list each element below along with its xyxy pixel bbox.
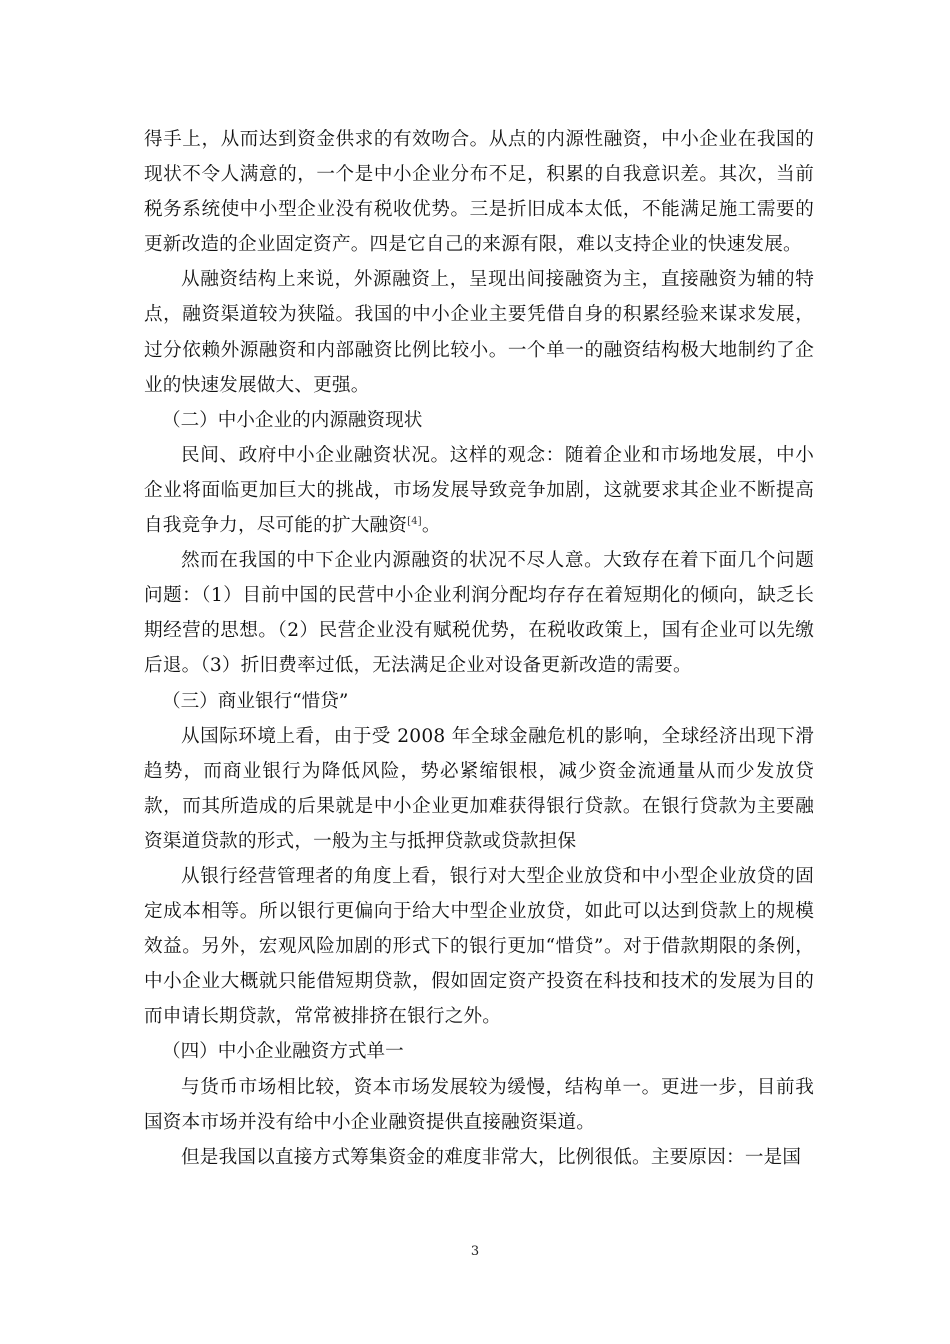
paragraph-text: 民间、政府中小企业融资状况。这样的观念：随着企业和市场地发展，中小企业将面临更加巨大的挑战，市场发展导致竞争加剧，这就要求其企业不断提高自我竞争力，尽可能的扩大融资 <box>144 444 814 537</box>
paragraph-bank-management-view: 从银行经营管理者的角度上看，银行对大型企业放贷和中小型企业放贷的固定成本相等。所以银行更偏向于给大中型企业放贷，如此可以达到贷款上的规模效益。另外，宏观风险加剧的形式下的银行更加“惜贷”。对于借款期限的条例，中小企业大概就只能借短期贷款，假如固定资产投资在科技和技术的发展为目的而申请长期贷款，常常被排挤在银行之外。 <box>144 865 814 1028</box>
paragraph-internal-financing-status: 得手上，从而达到资金供求的有效吻合。从点的内源性融资，中小企业在我国的现状不令人满意的，一个是中小企业分布不足，积累的自我意识差。其次，当前税务系统使中小型企业没有税收优势。三是折旧成本太低，不能满足施工需要的更新改造的企业固定资产。四是它自己的来源有限，难以支持企业的快速发展。 <box>144 129 814 256</box>
citation-reference: [4] <box>407 515 422 527</box>
document-body <box>144 122 814 1175</box>
section-heading-2: （二）中小企业的内源融资现状 <box>162 409 423 431</box>
paragraph-capital-market: 与货币市场相比较，资本市场发展较为缓慢，结构单一。更进一步，目前我国资本市场并没有给中小企业融资提供直接融资渠道。 <box>144 1076 814 1133</box>
section-heading-4: （四）中小企业融资方式单一 <box>162 1041 404 1063</box>
section-heading-3: （三）商业银行“惜贷” <box>162 690 349 712</box>
paragraph-financing-structure: 从融资结构上来说，外源融资上，呈现出间接融资为主，直接融资为辅的特点，融资渠道较为狭隘。我国的中小企业主要凭借自身的积累经验来谋求发展，过分依赖外源融资和内部融资比例比较小。一个单一的融资结构极大地制约了企业的快速发展做大、更强。 <box>144 269 814 396</box>
paragraph-end-punctuation: 。 <box>421 515 441 537</box>
paragraph-internal-financing-problems: 然而在我国的中下企业内源融资的状况不尽人意。大致存在着下面几个问题问题：（1）目前中国的民营中小企业利润分配均存存在着短期化的倾向，缺乏长期经营的思想。（2）民营企业没有赋税优势，在税收政策上，国有企业可以先缴后退。（3）折旧费率过低，无法满足企业对设备更新改造的需要。 <box>144 550 814 677</box>
page-number: 3 <box>470 1244 480 1259</box>
paragraph-private-government-financing <box>144 438 814 543</box>
paragraph-direct-financing-difficulty: 但是我国以直接方式筹集资金的难度非常大，比例很低。主要原因：一是国 <box>181 1146 802 1168</box>
paragraph-international-environment: 从国际环境上看，由于受 2008 年全球金融危机的影响，全球经济出现下滑趋势，而商业银行为降低风险，势必紧缩银根，减少资金流通量从而少发放贷款，而其所造成的后果就是中小企业更加难获得银行贷款。在银行贷款为主要融资渠道贷款的形式，一般为主与抵押贷款或贷款担保 <box>144 725 814 852</box>
